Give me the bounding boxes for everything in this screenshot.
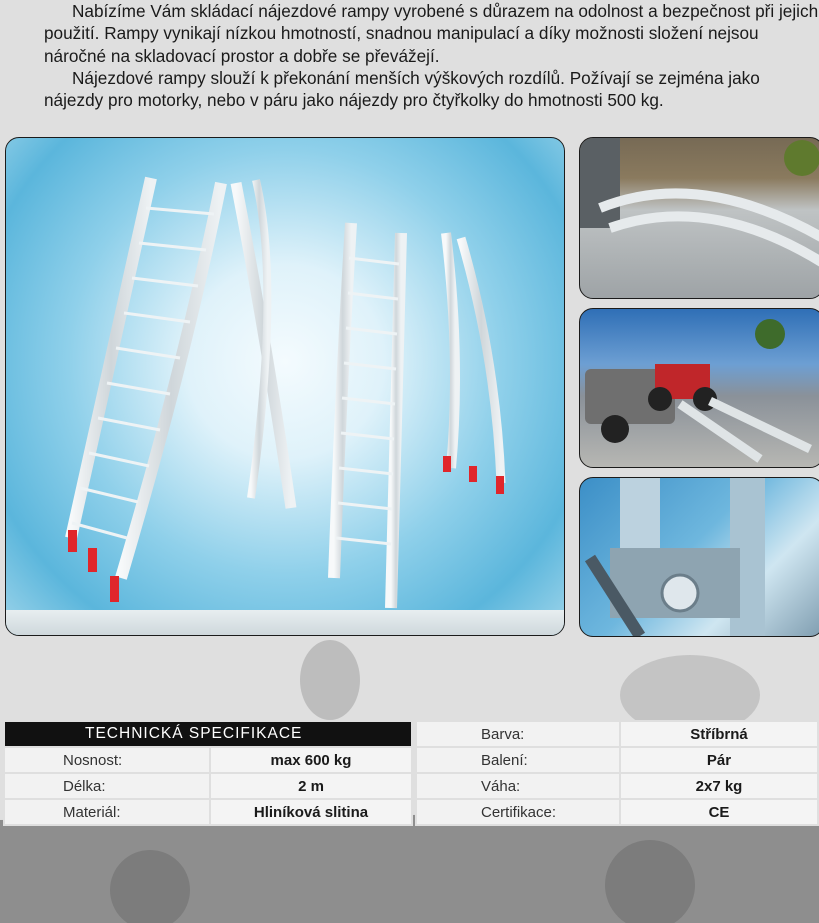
spec-row: [416, 747, 818, 773]
thumbnail-ramp-on-truck: [579, 137, 819, 299]
spec-table-left: [3, 720, 413, 826]
ramps-illustration: [6, 138, 564, 635]
spec-row: [416, 721, 818, 747]
spec-label: Váha:: [416, 773, 620, 799]
spec-value: 2x7 kg: [620, 773, 818, 799]
spec-label: Barva:: [416, 721, 620, 747]
spec-value: 2 m: [210, 773, 412, 799]
intro-paragraph-2: Nájezdové rampy slouží k překonání menších výškových rozdílů. Požívají se zejména jako nájezdy pro motorky, nebo v páru jako nájezdy pro čtyřkolky do hmotnosti 500 kg.: [44, 67, 760, 111]
spec-value: Hliníková slitina: [210, 799, 412, 825]
ramp-truck-illustration: [580, 138, 819, 298]
pickup-quad-illustration: [580, 309, 819, 467]
spec-label: Délka:: [4, 773, 210, 799]
spec-value: max 600 kg: [210, 747, 412, 773]
spec-table-right: [415, 720, 819, 826]
thumbnail-hinge-detail: [579, 477, 819, 637]
spec-row: [4, 773, 412, 799]
floor-shadow: [6, 610, 564, 635]
spec-row: [416, 773, 818, 799]
spec-row: [4, 747, 412, 773]
spec-value: Pár: [620, 747, 818, 773]
ramp-main-photo: [5, 137, 565, 636]
hinge-detail-illustration: [580, 478, 819, 636]
spec-row: [4, 799, 412, 825]
spec-label: Certifikace:: [416, 799, 620, 825]
spec-value: Stříbrná: [620, 721, 818, 747]
spec-label: Nosnost:: [4, 747, 210, 773]
intro-paragraph-1: Nabízíme Vám skládací nájezdové rampy vyrobené s důrazem na odolnost a bezpečnost při jejich použití. Rampy vynikají nízkou hmotností, snadnou manipulací a díky možnosti složení nejsou náročné na skladovací prostor a dobře se převážejí.: [44, 1, 819, 66]
spec-label: Balení:: [416, 747, 620, 773]
spec-label: Materiál:: [4, 799, 210, 825]
spec-row: [416, 799, 818, 825]
thumbnail-quad-on-pickup: [579, 308, 819, 468]
spec-title: TECHNICKÁ SPECIFIKACE: [4, 721, 412, 747]
intro-text: [44, 0, 819, 111]
spec-value: CE: [620, 799, 818, 825]
